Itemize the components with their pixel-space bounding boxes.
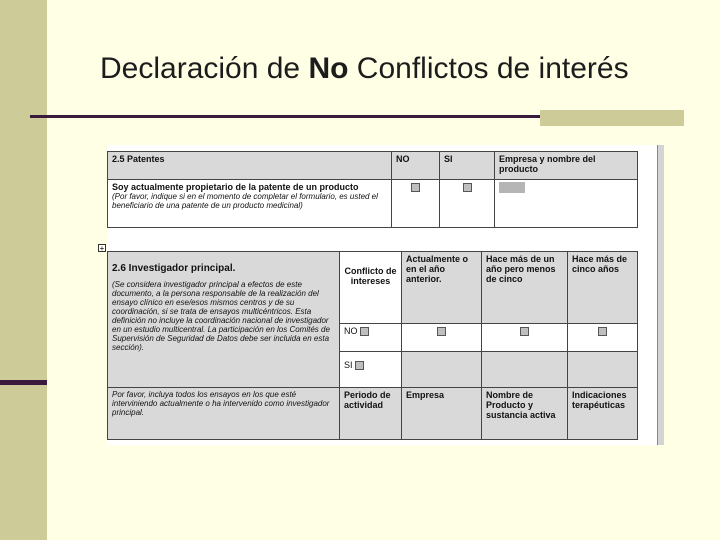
title-text-start: Declaración de xyxy=(100,52,309,85)
within5-cell xyxy=(482,324,568,352)
investigator-table xyxy=(107,251,638,440)
si-option-cell xyxy=(340,352,402,388)
patents-table xyxy=(107,151,638,228)
patents-company-header: Empresa y nombre del producto xyxy=(495,152,638,180)
si-option-label: SI xyxy=(344,360,353,370)
product-header: Nombre de Producto y sustancia activa xyxy=(482,388,568,440)
patents-row-cell xyxy=(108,180,392,228)
patents-no-checkbox[interactable] xyxy=(411,183,420,192)
company-header: Empresa xyxy=(402,388,482,440)
patents-row-label: Soy actualmente propietario de la patente de un producto xyxy=(112,182,359,192)
si-blank-current xyxy=(402,352,482,388)
si-blank-over5 xyxy=(568,352,638,388)
title-divider-accent xyxy=(540,110,684,126)
slide-sidebar xyxy=(0,0,47,540)
si-blank-within5 xyxy=(482,352,568,388)
patents-header-row xyxy=(108,152,638,180)
investigator-description-cell xyxy=(108,252,340,388)
patents-no-cell xyxy=(392,180,440,228)
col-current-header: Actualmente o en el año anterior. xyxy=(402,252,482,324)
slide-title xyxy=(100,52,700,86)
current-cell xyxy=(402,324,482,352)
no-option-label: NO xyxy=(344,326,358,336)
si-option-checkbox[interactable] xyxy=(355,361,364,370)
current-checkbox[interactable] xyxy=(437,327,446,336)
indications-header: Indicaciones terapéuticas xyxy=(568,388,638,440)
over5-cell xyxy=(568,324,638,352)
patents-si-header: SI xyxy=(440,152,495,180)
investigator-description: (Se considera investigador principal a efectos de este documento, a la persona responsable de la realización del ensayo clínico en ese/esos mismos centros y de su coordinación, si se trata de ensayos multicéntricos. Esta definición no incluye la coordinación nacional de investigador en un estudio multicentral. La participación en los Comités de Supervisión de Seguridad de Datos debe ser incluida en esta sección). xyxy=(112,280,330,352)
col-over5-header: Hace más de cinco años xyxy=(568,252,638,324)
patents-si-cell xyxy=(440,180,495,228)
patents-no-header: NO xyxy=(392,152,440,180)
period-header: Periodo de actividad xyxy=(340,388,402,440)
within5-checkbox[interactable] xyxy=(520,327,529,336)
patents-row-note: (Por favor, indique si en el momento de completar el formulario, es usted el beneficiario de una patente de un producto medicinal) xyxy=(112,192,378,210)
title-emphasis: No xyxy=(308,52,349,85)
trials-note-cell xyxy=(108,388,340,440)
no-option-cell xyxy=(340,324,402,352)
table-handle-icon[interactable]: + xyxy=(99,244,105,253)
trials-row xyxy=(108,388,638,440)
title-text-end: Conflictos de interés xyxy=(348,52,629,85)
patents-si-checkbox[interactable] xyxy=(463,183,472,192)
col-within5-header: Hace más de un año pero menos de cinco xyxy=(482,252,568,324)
form-document xyxy=(107,145,664,445)
patents-row xyxy=(108,180,638,228)
document-edge xyxy=(657,145,664,445)
investigator-header-row xyxy=(108,252,638,324)
patents-company-field[interactable] xyxy=(499,182,525,193)
patents-company-cell xyxy=(495,180,638,228)
over5-checkbox[interactable] xyxy=(598,327,607,336)
investigator-section-title: 2.6 Investigador principal. xyxy=(112,263,236,274)
patents-section-title: 2.5 Patentes xyxy=(108,152,392,180)
conflict-header: Conflicto de intereses xyxy=(340,252,402,324)
sidebar-accent-bar xyxy=(0,380,47,385)
no-option-checkbox[interactable] xyxy=(360,327,369,336)
trials-note: Por favor, incluya todos los ensayos en los que esté interviniendo actualmente o ha intervenido como investigador principal. xyxy=(112,390,330,417)
